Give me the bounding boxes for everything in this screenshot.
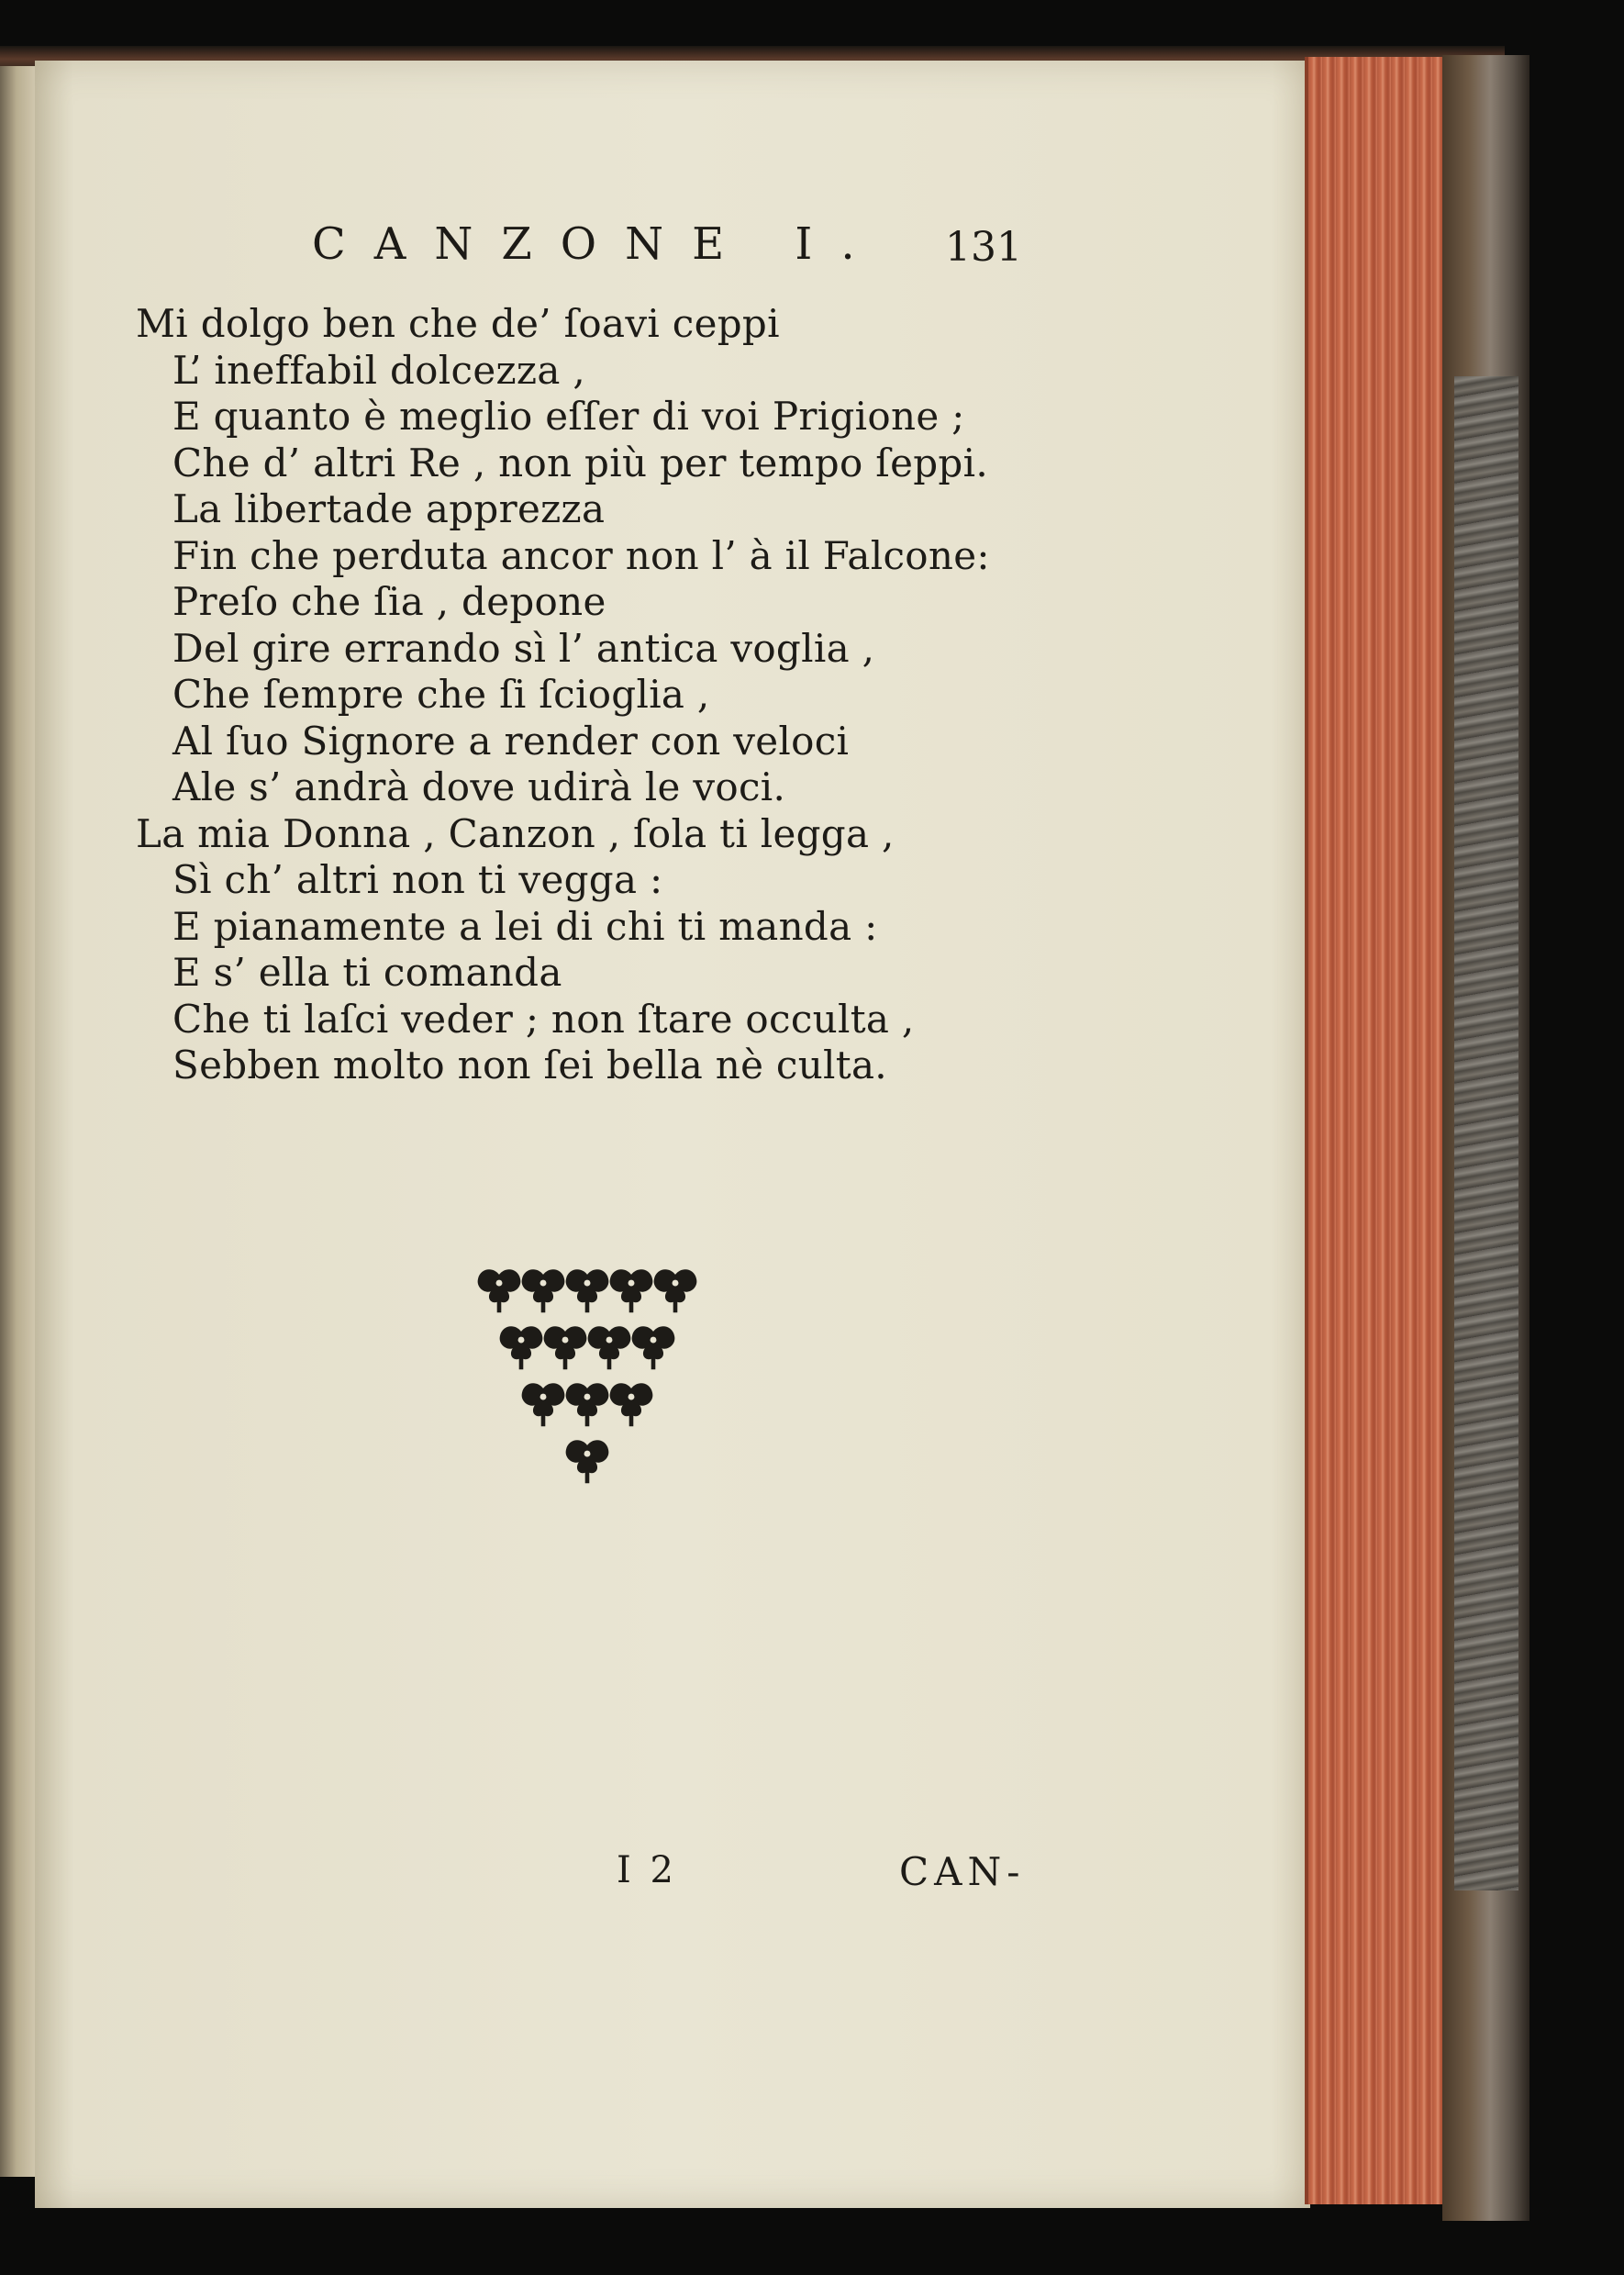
- fleuron-mark: [500, 1326, 543, 1369]
- verse-line: Del gire errando sì l’ antica voglia ,: [172, 625, 875, 671]
- verse-line: E s’ ella ti comanda: [172, 950, 562, 995]
- verse-line: Al ſuo Signore a render con veloci: [172, 718, 850, 764]
- fleuron-mark: [588, 1326, 631, 1369]
- fleuron-mark: [566, 1440, 609, 1483]
- verse-line: Che d’ altri Re , non più per tempo ſeppi.: [172, 440, 988, 485]
- verse-line: Sebben molto non ſei bella nè culta.: [172, 1043, 887, 1087]
- page-number: 131: [945, 224, 1022, 271]
- verse-line: Sì ch’ altri non ti vegga :: [172, 857, 663, 902]
- verse-line: E pianamente a lei di chi ti manda :: [172, 903, 878, 949]
- verse-line: Preſo che ſia , depone: [172, 579, 606, 624]
- page-footer: [147, 1849, 1064, 1904]
- fleuron-mark: [610, 1269, 653, 1312]
- running-head: [312, 218, 1064, 273]
- running-title: CANZONE I.: [312, 218, 884, 270]
- verse-line: Fin che perduta ancor non l’ à il Falcone:: [172, 532, 990, 578]
- verse-line: L’ ineffabil dolcezza ,: [172, 347, 585, 393]
- verse-line: La mia Donna , Canzon , ſola ti legga ,: [136, 810, 895, 856]
- verse-line: E quanto è meglio eſſer di voi Prigione ;: [172, 394, 965, 439]
- poem-text: [136, 301, 1053, 1089]
- fleuron-mark: [522, 1383, 565, 1426]
- fleuron-mark: [522, 1269, 565, 1312]
- marbled-board: [1454, 376, 1518, 1890]
- signature-mark: I 2: [617, 1849, 677, 1891]
- fleuron-mark: [632, 1326, 675, 1369]
- verse-line: La libertade apprezza: [172, 486, 606, 531]
- catchword: CAN-: [899, 1849, 1026, 1894]
- verse-line: Che ti laſci veder ; non ſtare occulta ,: [172, 996, 915, 1042]
- fleuron-mark: [610, 1383, 653, 1426]
- verse-line: Che ſempre che ſi ſcioglia ,: [172, 672, 710, 717]
- fleuron-mark: [478, 1269, 521, 1312]
- fleuron-triangle-icon: [450, 1262, 725, 1537]
- fleuron-mark: [654, 1269, 697, 1312]
- verse-line: Ale s’ andrà dove udirà le voci.: [172, 764, 786, 809]
- page-block-red-edge: [1305, 57, 1446, 2204]
- verse-line: Mi dolgo ben che de’ ſoavi ceppi: [136, 301, 780, 346]
- fleuron-mark: [566, 1383, 609, 1426]
- fleuron-mark: [566, 1269, 609, 1312]
- fleuron-mark: [544, 1326, 587, 1369]
